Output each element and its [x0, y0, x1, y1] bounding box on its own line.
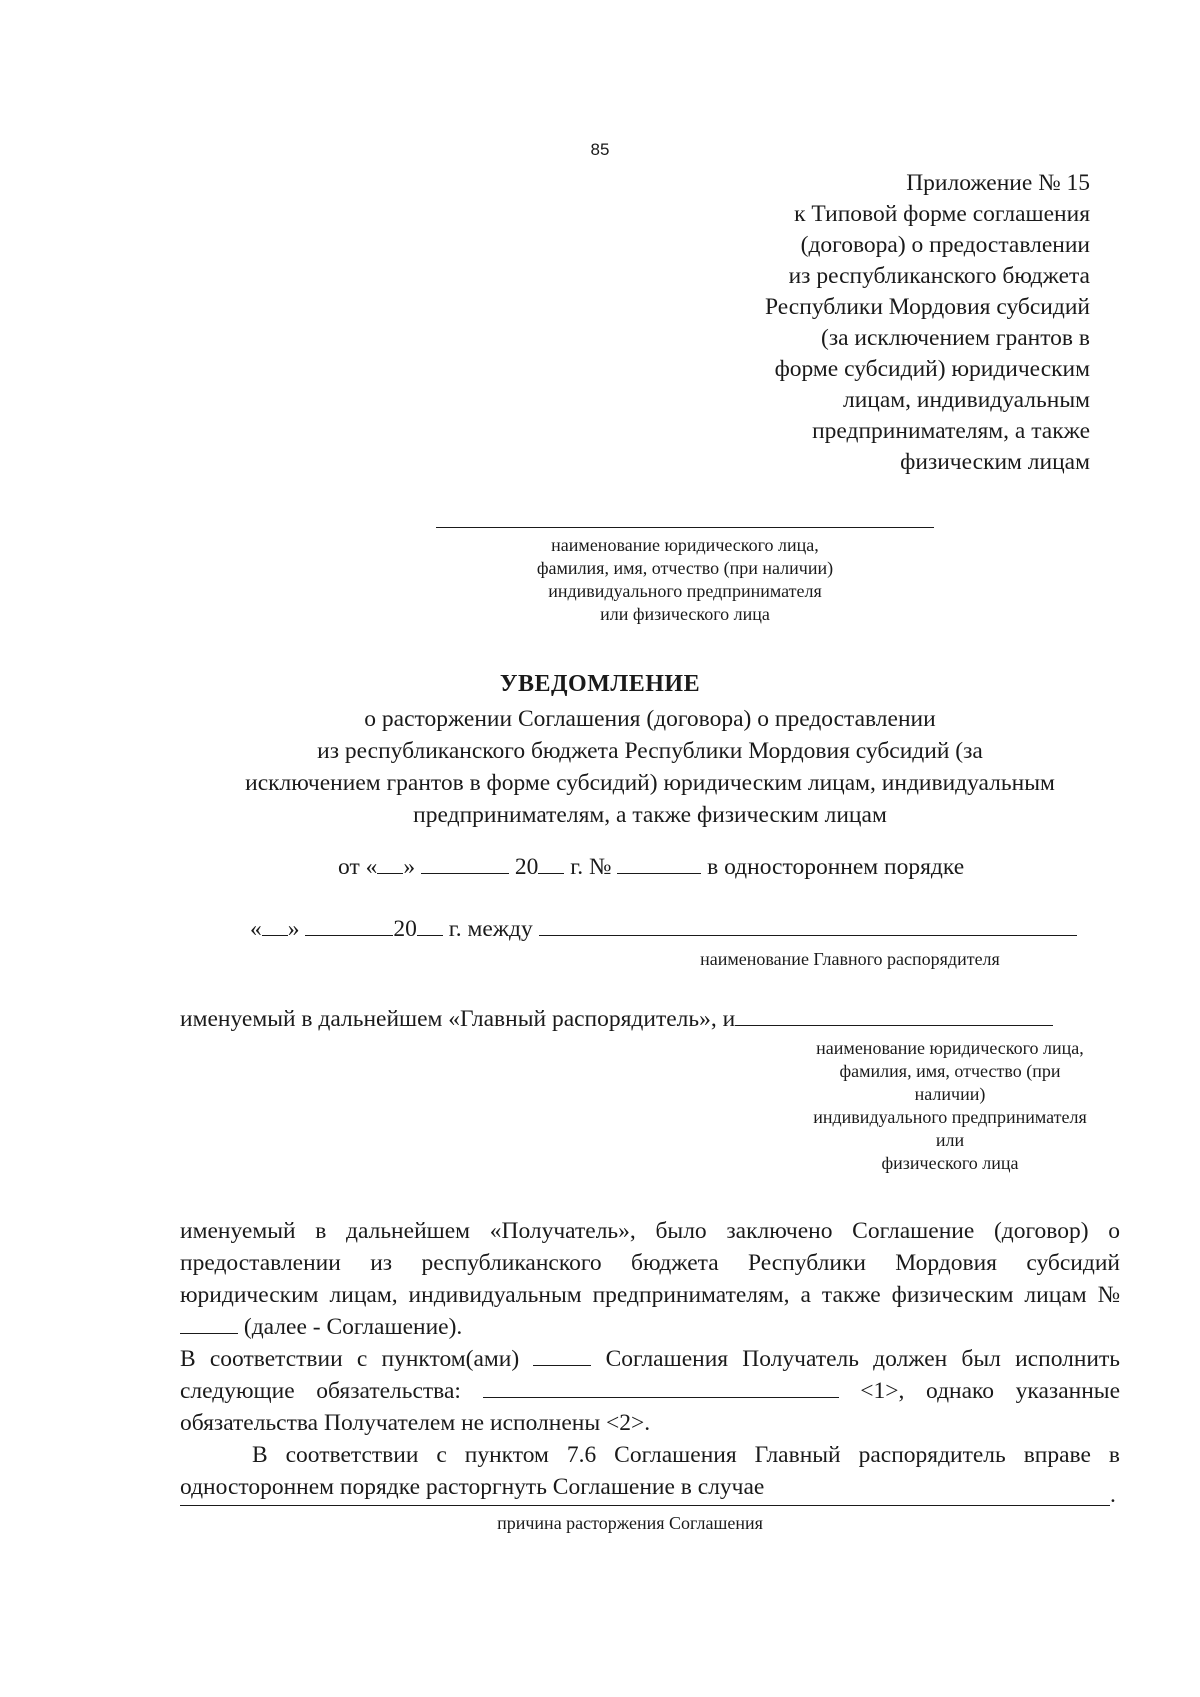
- party-name-field[interactable]: [735, 1005, 1053, 1026]
- caption-line: индивидуального предпринимателя: [813, 1107, 1087, 1127]
- caption-line: наименование юридического лица,: [816, 1038, 1084, 1058]
- between-line: [250, 915, 1077, 943]
- caption-line: индивидуального предпринимателя: [548, 581, 822, 601]
- appendix-line: из республиканского бюджета: [788, 263, 1090, 289]
- document-subtitle: [170, 703, 1130, 831]
- appendix-line: физическим лицам: [900, 449, 1090, 475]
- paragraph-text: именуемый в дальнейшем «Получатель», было заключено Соглашение (договор) о предоставлении из республиканского бюджета Республики Мордовия субсидий юридическим лицам, индивидуальным предпринимателям, а также физическим лицам №: [180, 1218, 1120, 1308]
- body-text: [180, 1215, 1120, 1503]
- subtitle-line: предпринимателям, а также физическим лицам: [413, 802, 887, 828]
- year-prefix: 20: [514, 854, 539, 880]
- appendix-heading: [620, 168, 1090, 478]
- appendix-line: форме субсидий) юридическим: [774, 356, 1090, 382]
- page-number: 85: [590, 140, 610, 159]
- caption-line: фамилия, имя, отчество (при: [839, 1061, 1061, 1081]
- recipient-block: [436, 527, 934, 626]
- agreement-number-field[interactable]: [180, 1313, 238, 1334]
- appendix-line: к Типовой форме соглашения: [794, 201, 1090, 227]
- recipient-caption: [436, 534, 934, 626]
- paragraph-termination: В соответствии с пунктом 7.6 Соглашения Главный распорядитель вправе в одностороннем порядке расторгнуть Соглашение в случае: [180, 1442, 1120, 1500]
- reason-caption: причина расторжения Соглашения: [497, 1513, 763, 1533]
- day-field[interactable]: [262, 915, 288, 936]
- paragraph-text: (далее - Соглашение).: [243, 1314, 463, 1340]
- caption-line: фамилия, имя, отчество (при наличии): [536, 558, 834, 578]
- year-suffix: г. №: [570, 854, 612, 880]
- paragraph-agreement: [180, 1215, 1120, 1343]
- paragraph-obligations: [180, 1343, 1120, 1439]
- quote-open: «: [250, 916, 262, 942]
- main-manager-name-field[interactable]: [539, 915, 1077, 936]
- date-prefix: от «: [338, 854, 378, 880]
- year-field[interactable]: [417, 915, 443, 936]
- subtitle-line: исключением грантов в форме субсидий) юридическим лицам, индивидуальным: [245, 770, 1055, 796]
- month-field[interactable]: [421, 853, 509, 874]
- end-mark: .: [1110, 1482, 1116, 1508]
- number-field[interactable]: [617, 853, 701, 874]
- quote-close: »: [287, 916, 300, 942]
- document-title: УВЕДОМЛЕНИЕ: [499, 671, 701, 697]
- paragraph-text: Соглашения Получатель должен был исполнить следующие обязательства:: [180, 1346, 1120, 1404]
- month-field[interactable]: [305, 915, 393, 936]
- caption-line: наименование юридического лица,: [551, 535, 819, 555]
- appendix-line: лицам, индивидуальным: [842, 387, 1090, 413]
- date-line: [338, 853, 964, 881]
- referred-text: именуемый в дальнейшем «Главный распорядитель», и: [180, 1006, 736, 1032]
- main-manager-caption: наименование Главного распорядителя: [700, 949, 1000, 969]
- clause-number-field[interactable]: [533, 1345, 591, 1366]
- caption-line: или: [935, 1130, 965, 1150]
- appendix-line: (за исключением грантов в: [821, 325, 1090, 351]
- subtitle-line: о расторжении Соглашения (договора) о предоставлении: [364, 706, 936, 732]
- subtitle-line: из республиканского бюджета Республики Мордовия субсидий (за: [317, 738, 983, 764]
- party-caption: [770, 1037, 1130, 1175]
- appendix-line: Приложение № 15: [906, 170, 1090, 196]
- day-field[interactable]: [377, 853, 403, 874]
- reason-field-row: [180, 1505, 1110, 1506]
- year-field[interactable]: [538, 853, 564, 874]
- appendix-line: Республики Мордовия субсидий: [765, 294, 1090, 320]
- caption-line: физического лица: [881, 1153, 1019, 1173]
- recipient-name-field[interactable]: [436, 527, 934, 528]
- reason-field[interactable]: [180, 1505, 1110, 1506]
- appendix-line: предпринимателям, а также: [812, 418, 1090, 444]
- caption-line: или физического лица: [600, 604, 770, 624]
- appendix-line: (договора) о предоставлении: [800, 232, 1090, 258]
- referred-line: [180, 1005, 1053, 1033]
- caption-line: наличии): [914, 1084, 986, 1104]
- date-line-suffix: в одностороннем порядке: [707, 854, 965, 880]
- date-quote-close: »: [403, 854, 416, 880]
- paragraph-text: В соответствии с пунктом(ами): [180, 1346, 520, 1372]
- obligations-field[interactable]: [483, 1377, 839, 1398]
- year-suffix: г. между: [448, 916, 533, 942]
- paragraph-text: <1>, однако указанные обязательства Получателем не исполнены <2>.: [180, 1378, 1121, 1436]
- year-prefix: 20: [393, 916, 417, 942]
